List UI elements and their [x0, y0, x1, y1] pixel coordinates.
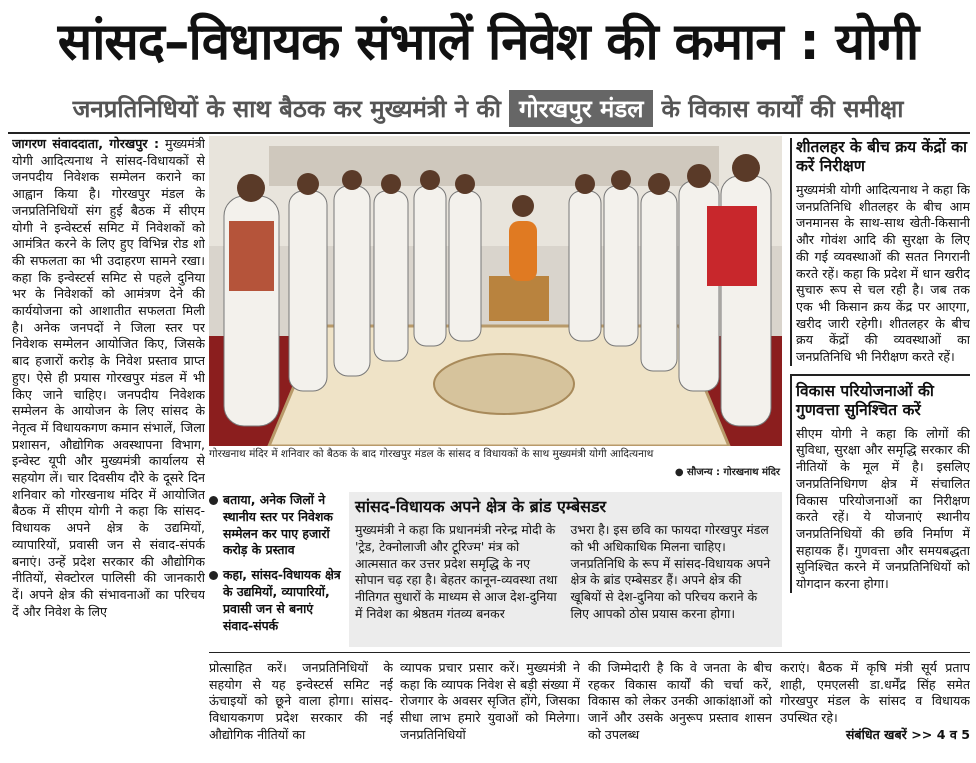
right-column [790, 136, 970, 648]
bottom-column-2: व्यापक प्रचार प्रसार करें। मुख्यमंत्री ने कहा कि व्यापक निवेश से बड़ी संख्या में रोजगार के अवसर सृजित होंगे, जिसका सीधा लाभ हमारे युवाओं को मिलेगा। जनप्रतिनिधियों [400, 660, 580, 742]
bottom-column-4-text: कराएं। बैठक में कृषि मंत्री सूर्य प्रताप शाही, एमएलसी डा.धर्मेंद्र सिंह समेत गोरखपुर मंडल के सांसद व विधायक उपस्थित रहे। [780, 660, 970, 726]
subhead-highlight: गोरखपुर मंडल [509, 90, 653, 127]
pull-quote [209, 567, 345, 634]
sidebar-heading-projects: विकास परियोजनाओं की गुणवत्ता सुनिश्चित करें [796, 381, 934, 419]
sidebar-section-projects [790, 374, 970, 593]
subhead-before: जनप्रतिनिधियों के साथ बैठक कर मुख्यमंत्री ने की [72, 94, 502, 123]
sidebar-heading-cold-wave: शीतलहर के बीच क्रय केंद्रों का करें निरीक्षण [796, 138, 968, 175]
byline: जागरण संवाददाता, गोरखपुर : [12, 136, 159, 151]
sidebar-body-cold-wave: मुख्यमंत्री योगी आदित्यनाथ ने कहा कि जनप्रतिनिधि शीतलहर के बीच आम जनमानस के साथ-साथ खेती-किसानी और गोवंश आदि की सुरक्षा के लिए की गई व्यवस्थाओं की सतत निगरानी करते रहें। कहा कि प्रदेश में धान खरीद सुचारु रूप से चल रही है। जब तक एक भी किसान क्रय केंद्र पर आएगा, खरीद जारी रहेगी। शीतलहर के बीच क्रय केंद्रों की व्यवस्थाओं का जनप्रतिनिधि भी निरीक्षण करते रहें। [796, 182, 970, 365]
subhead-after: के विकास कार्यों की समीक्षा [661, 94, 904, 123]
bullet-icon [209, 496, 218, 505]
left-column-body: मुख्यमंत्री योगी आदित्यनाथ ने सांसद-विधायकों से जनपदीय निवेशक सम्मेलन कराने का आह्वान किया है। गोरखपुर मंडल के जनप्रतिनिधियों संग हुई बैठक में सीएम योगी ने इन्वेस्टर्स समिट में निवेशकों को आमंत्रित करने के लिए हुए विभिन्न रोड शो की सफलता का भी उदाहरण सामने रखा। कहा कि इन्वेस्टर्स समिट से पहले दुनिया भर के निवेशकों को आमंत्रण देने की कार्ययोजना को आशातीत सफलता मिली है। अनेक जनपदों ने जिला स्तर पर निवेशक सम्मेलन आयोजित किए, जिसके बाद हजारों करोड़ के निवेश प्रस्ताव प्राप्त हुए। ऐसे ही प्रयास गोरखपुर मंडल में भी किए जाने चाहिए। जनपदीय निवेशक सम्मेलन के आयोजन के लिए सांसद के नेतृत्व में विधायकगण कमान संभालें, जिला प्रशासन, औद्योगिक अवस्थापना विभाग, इन्वेस्ट यूपी और मुख्यमंत्री कार्यालय से सहयोग लें। चार दिवसीय दौरे के दूसरे दिन शनिवार को गोरखनाथ मंदिर में आयोजित बैठक में सीएम योगी ने कहा कि सांसद-विधायक अपने क्षेत्र के उद्यमियों, व्यापारियों, प्रवासी जन से संवाद-संपर्क बनाएं। उन्हें प्रदेश सरकार की औद्योगिक नीतियों, सेक्टोरल पालिसी की जानकारी दें। अपने क्षेत्र की संभावनाओं का परिचय दें और निवेश के लिए [12, 136, 205, 619]
headline-divider [8, 132, 970, 134]
bullet-icon [209, 571, 218, 580]
photo-caption: गोरखनाथ मंदिर में शनिवार को बैठक के बाद गोरखपुर मंडल के सांसद व विधायकों के साथ मुख्यमंत्री योगी आदित्यनाथ [209, 448, 654, 460]
section-divider [209, 652, 970, 653]
feature-column-1: मुख्यमंत्री ने कहा कि प्रधानमंत्री नरेन्द्र मोदी के 'ट्रेड, टेक्नोलाजी और टूरिज्म' मंत्र को आत्मसात कर उत्तर प्रदेश समृद्धि के नए सोपान चढ़ रहा है। बेहतर कानून-व्यवस्था तथा नीतिगत सुधारों के माध्यम से आज देश-दुनिया में निवेश का श्रेष्ठतम गंतव्य बनकर [355, 522, 558, 621]
bottom-column-1: प्रोत्साहित करें। जनप्रतिनिधियों के सहयोग से यह इन्वेस्टर्स समिट नई ऊंचाइयों को छूने वाला होगा। सांसद-विधायकगण प्रदेश सरकार की नई औद्योगिक नीतियों का [209, 660, 393, 742]
pull-quote-text: कहा, सांसद-विधायक क्षेत्र के उद्यमियों, व्यापारियों, प्रवासी जन से बनाएं संवाद-संपर्क [223, 567, 341, 633]
related-news-link[interactable]: संबंधित खबरें >> 4 व 5 [845, 726, 970, 742]
pull-quotes [209, 492, 345, 642]
feature-title: सांसद-विधायक अपने क्षेत्र के ब्रांड एम्बेसडर [355, 497, 607, 516]
feature-box [349, 492, 782, 647]
sidebar-section-cold-wave [790, 138, 970, 366]
photo-credit: ● सौजन्य : गोरखनाथ मंदिर [674, 467, 780, 478]
group-photo [209, 136, 782, 446]
bottom-column-3: की जिम्मेदारी है कि वे जनता के बीच रहकर विकास कार्यों की चर्चा करें, विकास को लेकर उनकी आकांक्षाओं को जानें और उसके अनुरूप प्रस्ताव शासन को उपलब्ध [588, 660, 772, 742]
photo-illustration [209, 136, 782, 446]
feature-column-2: उभरा है। इस छवि का फायदा गोरखपुर मंडल को भी अधिकाधिक मिलना चाहिए। जनप्रतिनिधि के रूप में सांसद-विधायक अपने क्षेत्र के ब्रांड एम्बेसडर हैं। अपने क्षेत्र की खूबियों से देश-दुनिया को परिचय कराने के लिए आपको ठोस प्रयास करना होगा। [570, 522, 771, 621]
subheadline [8, 86, 968, 130]
sidebar-body-projects: सीएम योगी ने कहा कि लोगों की सुविधा, सुरक्षा और समृद्धि सरकार की नीतियों के मूल में है। इसलिए जनप्रतिनिधिगण क्षेत्र में संचालित विकास परियोजनाओं का निरीक्षण करते रहें। ये योजनाएं स्थानीय जनप्रतिनिधियों की छवि निर्माण में सहायक हैं। गुणवत्ता और समयबद्धता सुनिश्चित करने में जनप्रतिनिधियों को योगदान करना होगा। [796, 425, 970, 592]
headline: सांसद–विधायक संभालें निवेश की कमान : योगी [57, 13, 919, 72]
pull-quote [209, 492, 345, 559]
pull-quote-text: बताया, अनेक जिलों ने स्थानीय स्तर पर निवेशक सम्मेलन कर पाए हजारों करोड़ के प्रस्ताव [223, 492, 333, 558]
left-column [12, 136, 205, 750]
bottom-column-4 [780, 660, 970, 760]
